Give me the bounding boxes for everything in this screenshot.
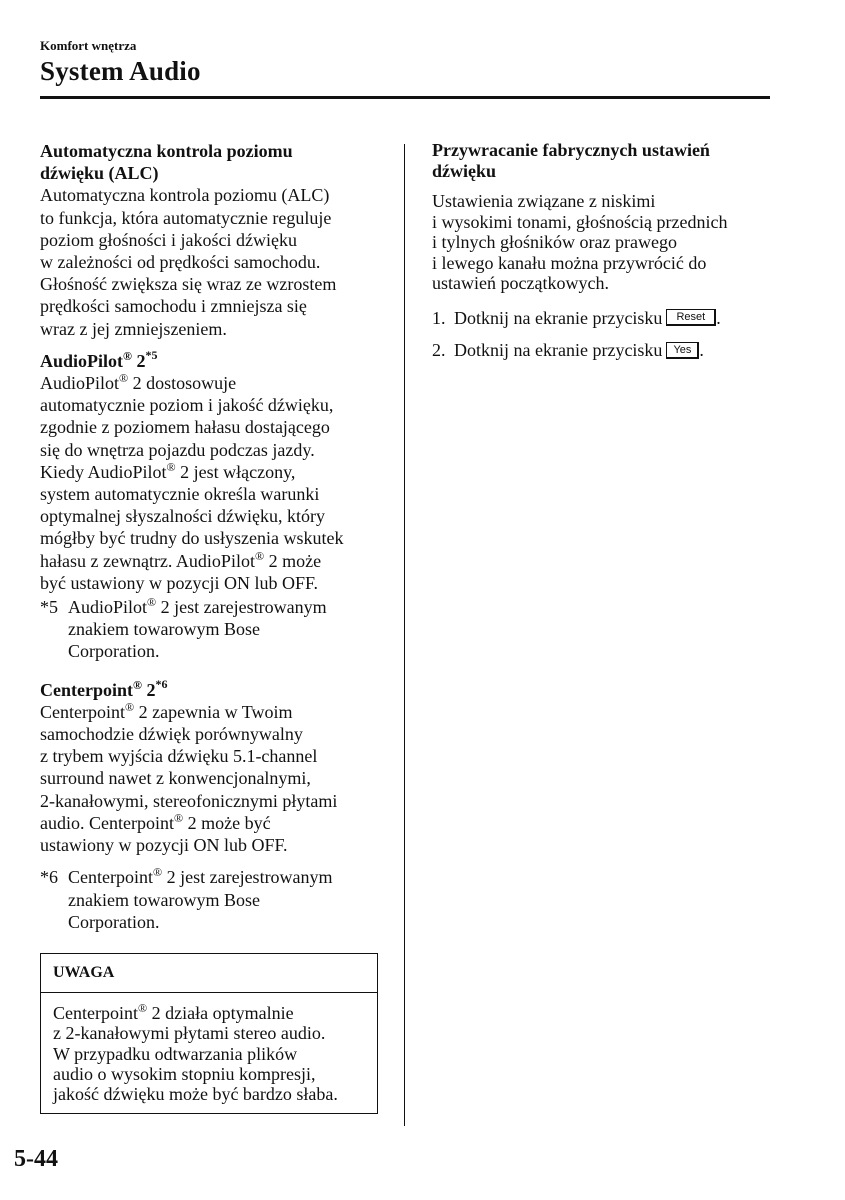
registered-mark: ® <box>137 1001 148 1016</box>
step-text: Dotknij na ekranie przycisku <box>454 340 663 360</box>
registered-mark: ® <box>123 348 132 363</box>
reset-button[interactable]: Reset <box>666 309 716 326</box>
alc-section <box>40 140 385 340</box>
yes-button[interactable]: Yes <box>666 342 699 359</box>
audiopilot-title <box>40 347 385 372</box>
footnote-5 <box>40 596 385 663</box>
alc-title: Automatyczna kontrola poziomu dźwięku (ALC) <box>40 141 293 184</box>
registered-mark: ® <box>173 810 184 825</box>
audiopilot-body <box>40 372 385 594</box>
centerpoint-title-number: 2 <box>141 679 156 700</box>
column-divider <box>404 144 405 1126</box>
caution-body <box>41 993 377 1112</box>
registered-mark: ® <box>254 548 265 563</box>
reset-title: Przywracanie fabrycznych ustawień dźwięku <box>432 140 710 181</box>
step-end: . <box>716 307 721 328</box>
step-number: 2. <box>432 340 446 360</box>
header-rule <box>40 96 770 99</box>
footnote-6 <box>40 866 385 933</box>
centerpoint-title <box>40 676 385 701</box>
registered-mark: ® <box>119 371 129 386</box>
page-number: 5-44 <box>14 1146 58 1172</box>
text-run: 2 może być ustawiony w pozycji ON lub OFF. <box>40 812 288 856</box>
caution-box <box>40 953 378 1114</box>
registered-mark: ® <box>152 865 163 880</box>
audiopilot-title-number: 2 <box>131 350 146 371</box>
right-column <box>432 140 777 361</box>
footnote-ref: *5 <box>145 347 158 362</box>
registered-mark: ® <box>147 595 157 610</box>
step-item <box>432 308 777 329</box>
alc-body: Automatyczna kontrola poziomu (ALC) to funkcja, która automatycznie reguluje poziom głośności i jakości dźwięku w zależności od prędkości samochodu. Głośność zwiększa się wraz ze wzrostem prędkości samochodu i zmniejsza się wraz z jej zmniejszeniem. <box>40 185 337 339</box>
step-end: . <box>699 340 704 360</box>
registered-mark: ® <box>166 459 176 474</box>
registered-mark: ® <box>133 677 142 692</box>
text-run: 2 jest zarejestrowanym znakiem towarowym Bose Corporation. <box>68 597 327 662</box>
centerpoint-title-name: Centerpoint <box>40 679 133 700</box>
text-run: 2 dostosowuje automatycznie poziom i jakość dźwięku, zgodnie z poziomem hałasu dostającego się do wnętrza pojazdu podczas jazdy. Kiedy AudioPilot <box>40 373 334 482</box>
text-run: AudioPilot <box>68 597 148 618</box>
footnote-mark: *5 <box>40 597 58 618</box>
left-column <box>40 140 385 1114</box>
footnote-mark: *6 <box>40 867 58 888</box>
text-run: AudioPilot <box>40 373 120 394</box>
page-title: System Audio <box>40 56 201 86</box>
text-run: Centerpoint <box>53 1003 138 1024</box>
step-number: 1. <box>432 307 446 328</box>
step-text: Dotknij na ekranie przycisku <box>454 307 663 328</box>
breadcrumb: Komfort wnętrza <box>40 38 137 53</box>
text-run: Centerpoint <box>68 867 153 888</box>
text-run: 2 jest zarejestrowanym znakiem towarowym Bose Corporation. <box>68 867 333 932</box>
text-run: Centerpoint <box>40 701 125 722</box>
text-run: 2 jest włączony, system automatycznie określa warunki optymalnej słyszalności dźwięku, który mógłby być trudny do usłyszenia wskutek hałasu z zewnątrz. AudioPilot <box>40 461 344 571</box>
footnote-text <box>68 596 327 663</box>
registered-mark: ® <box>124 699 135 714</box>
footnote-ref: *6 <box>155 676 168 691</box>
reset-body: Ustawienia związane z niskimi i wysokimi tonami, głośnością przednich i tylnych głośników oraz prawego i lewego kanału można przywrócić do ustawień początkowych. <box>432 191 728 293</box>
footnote-text <box>68 866 333 933</box>
text-run: 2 zapewnia w Twoim samochodzie dźwięk porównywalny z trybem wyjścia dźwięku 5.1-channel surround nawet z konwencjonalnymi, 2-kanałowymi, stereofonicznymi płytami audio. Centerpoint <box>40 701 338 833</box>
centerpoint-body <box>40 701 385 856</box>
audiopilot-title-name: AudioPilot <box>40 350 124 371</box>
centerpoint-section <box>40 676 385 933</box>
audiopilot-section <box>40 347 385 663</box>
step-item <box>432 340 777 361</box>
text-run: 2 może być ustawiony w pozycji ON lub OFF. <box>40 550 322 593</box>
text-run: 2 działa optymalnie z 2-kanałowymi płytami stereo audio. W przypadku odtwarzania plików audio o wysokim stopniu kompresji, jakość dźwięku może być bardzo słaba. <box>53 1003 338 1105</box>
caution-heading: UWAGA <box>41 954 377 993</box>
